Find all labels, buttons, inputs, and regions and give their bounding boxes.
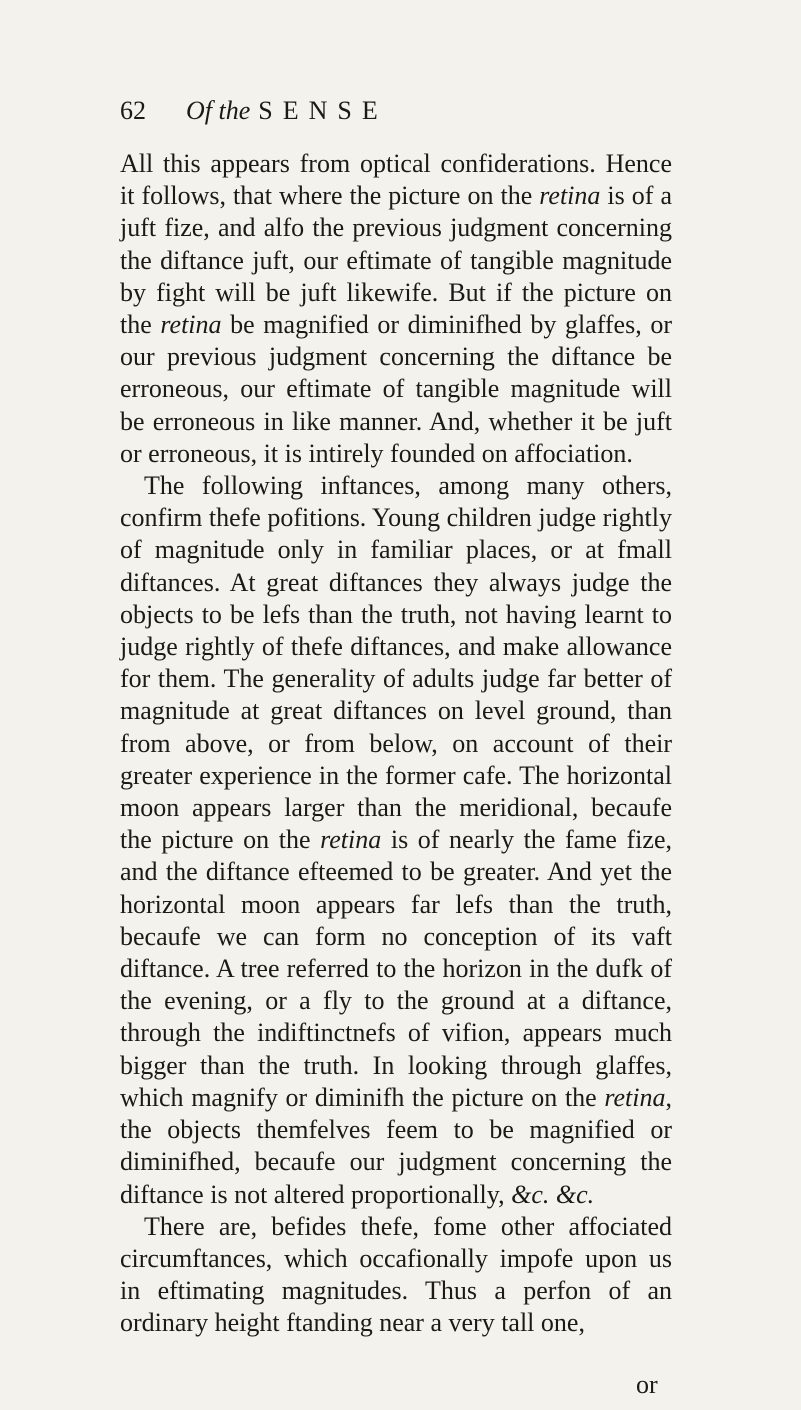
text-segment: The following inftances, among many others, confirm thefe pofitions. Young children judge rightly of magnitude only in familiar places, or at fmall diftances. At great diftances they always judge the objects to be lefs than the truth, not having learnt to judge rightly of thefe diftances, and make allowance for them. The generality of adults judge far better of magnitude at great diftances on level ground, than from above, or from below, on account of their greater experience in the former cafe. The horizontal moon appears larger than the meridional, becaufe the picture on the [120,471,672,855]
running-header [120,96,680,136]
italic-text: retina [539,181,601,211]
paragraph [120,470,672,1211]
paragraph [120,148,672,470]
text-segment: is of nearly the fame fize, and the diftance efteemed to be greater. And yet the horizontal moon appears far lefs than the truth, becaufe we can form no conception of its vaft diftance. A tree referred to the horizon in the dufk of the evening, or a fly to the ground at a diftance, through the indiftinctnefs of vifion, appears much bigger than the truth. In looking through glaffes, which magnify or diminifh the picture on the [120,825,672,1112]
italic-text: retina [320,825,382,855]
running-title [186,96,388,126]
text-segment: is of a juft fize, and alfo the previous judgment concerning the diftance juft, our eftimate of tangible magnitude by fight will be juft likewife. But if the picture on the [120,181,672,340]
text-segment: There are, befides thefe, fome other affociated circumftances, which occafionally impofe upon us in eftimating magnitudes. Thus a perfon of an ordinary height ftanding near a very tall one, [120,1211,672,1338]
running-title-prefix: Of the [186,96,251,125]
italic-text: retina [160,310,222,340]
page-number: 62 [120,96,146,125]
catchword: or [636,1370,658,1399]
body-text [120,148,672,1340]
paragraph [120,1211,672,1340]
text-segment: be magnified or diminifhed by glaffes, or our previous judgment concerning the diftance be erroneous, our eftimate of tangible magnitude will be erroneous in like manner. And, whether it be juft or erroneous, it is intirely founded on affociation. [120,310,672,468]
running-title-word: SENSE [258,96,388,125]
italic-text: retina [604,1082,666,1112]
text-segment: All this appears from optical confiderations. Hence it follows, that where the picture on the [120,149,672,211]
text-segment: , the objects themfelves feem to be magnified or diminifhed, becaufe our judgment concerning the diftance is not altered proportionally, [120,1082,672,1209]
italic-text: &c. &c. [511,1179,595,1209]
